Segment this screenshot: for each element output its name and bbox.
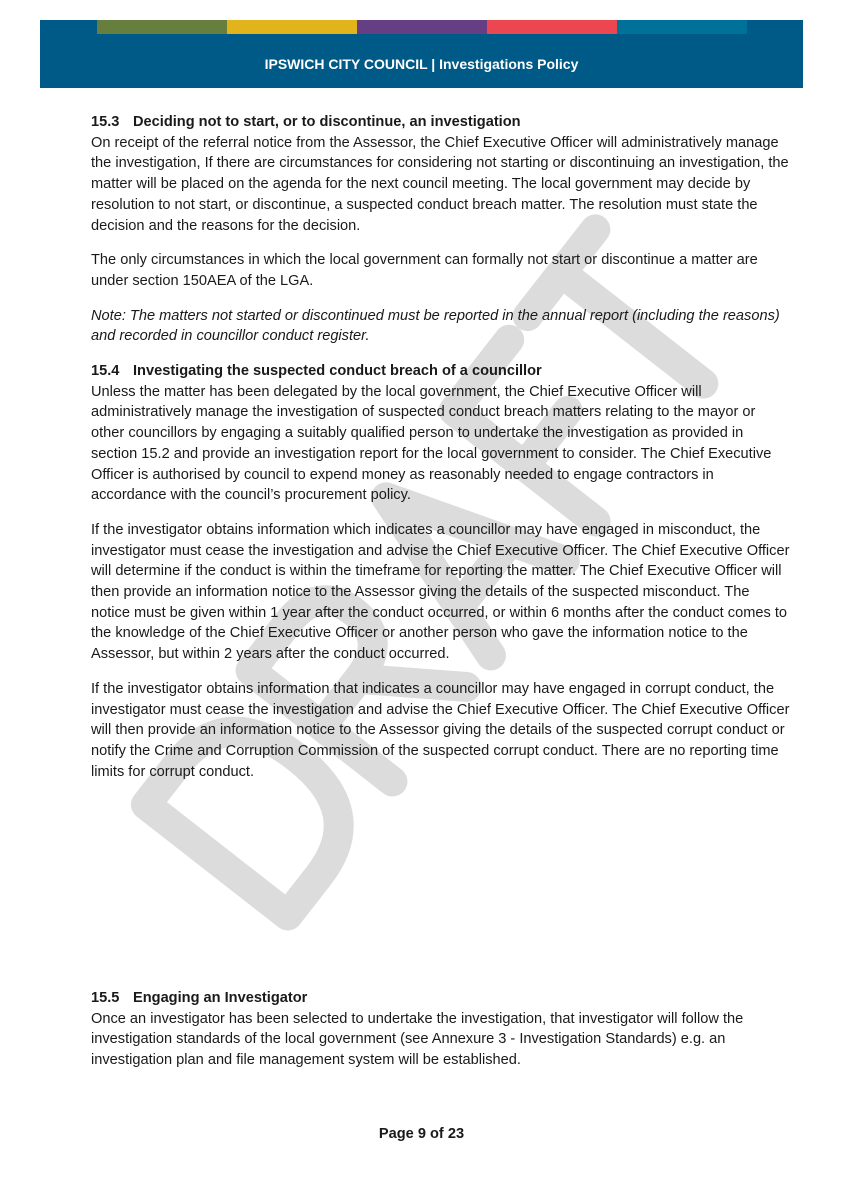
section-heading	[91, 361, 791, 382]
section-15-4	[91, 361, 791, 782]
paragraph: If the investigator obtains information that indicates a councillor may have engaged in corrupt conduct, the investigator must cease the investigation and advise the Chief Executive Officer. The Chief Executive Officer will then provide an information notice to the Assessor giving the details of the suspected corrupt conduct or notify the Crime and Corruption Commission of the suspected corrupt conduct. There are no reporting time limits for corrupt conduct.	[91, 680, 790, 780]
section-title: Investigating the suspected conduct breach of a councillor	[133, 363, 542, 380]
section-heading	[91, 112, 791, 133]
paragraph: The only circumstances in which the local government can formally not start or discontinue a matter are under section 150AEA of the LGA.	[91, 252, 758, 289]
section-15-3	[91, 112, 791, 361]
page-number: Page 9 of 23	[378, 1126, 465, 1142]
document-body-continued	[91, 988, 791, 1071]
note-paragraph: Note: The matters not started or discontinued must be reported in the annual report (including the reasons) and recorded in councillor conduct register.	[91, 307, 780, 345]
color-stripes	[97, 20, 747, 34]
stripe-green	[97, 20, 227, 34]
stripe-red	[487, 20, 617, 34]
document-title: IPSWICH CITY COUNCIL | Investigations Policy	[264, 56, 579, 72]
section-15-5	[91, 988, 791, 1071]
section-number: 15.5	[91, 990, 120, 1006]
section-heading	[91, 988, 791, 1009]
paragraph: If the investigator obtains information which indicates a councillor may have engaged in misconduct, the investigator must cease the investigation and advise the Chief Executive Officer. The Chief Executive Officer will determine if the conduct is within the timeframe for reporting the matter. The Chief Executive Officer will then provide an information notice to the Assessor giving the details of the suspected misconduct. The notice must be given within 1 year after the conduct occurred, or within 6 months after the conduct comes to the knowledge of the Chief Executive Officer or another person who gave the information notice to the Assessor, but within 2 years after the conduct occurred.	[91, 521, 790, 663]
stripe-yellow	[227, 20, 357, 34]
stripe-purple	[357, 20, 487, 34]
page-header-banner	[40, 20, 803, 88]
stripe-teal	[617, 20, 747, 34]
paragraph: Once an investigator has been selected to undertake the investigation, that investigator will follow the investigation standards of the local government (see Annexure 3 - Investigation Standards) e.g. an investigation plan and file management system will be established.	[91, 1010, 744, 1069]
section-number: 15.4	[91, 363, 120, 380]
document-body	[91, 112, 791, 782]
paragraph: On receipt of the referral notice from the Assessor, the Chief Executive Officer will administratively manage the investigation, If there are circumstances for considering not starting or discontinuing an investigation, the matter will be placed on the agenda for the next council meeting. The local government may decide by resolution to not start, or discontinue, a suspected conduct breach matter. The resolution must state the decision and the reasons for the decision.	[91, 134, 789, 234]
paragraph: Unless the matter has been delegated by the local government, the Chief Executive Officer will administratively manage the investigation of suspected conduct breach matters relating to the mayor or other councillors by engaging a suitably qualified person to undertake the investigation as provided in section 15.2 and provide an investigation report for the local government to consider. The Chief Executive Officer is authorised by council to expend money as reasonably needed to engage contractors in accordance with the council’s procurement policy.	[91, 383, 772, 504]
section-title: Engaging an Investigator	[133, 990, 308, 1006]
section-number: 15.3	[91, 114, 120, 130]
section-title: Deciding not to start, or to discontinue, an investigation	[133, 114, 521, 130]
